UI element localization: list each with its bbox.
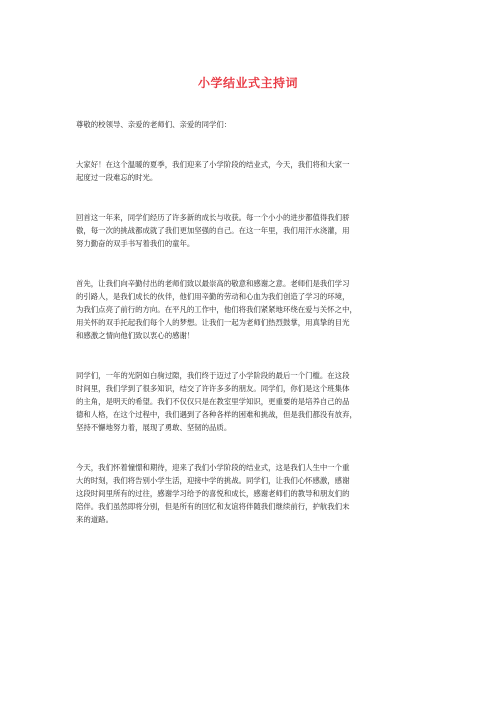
paragraph-line: 今天，我们怀着憧憬和期待，迎来了我们小学阶段的结业式，这是我们人生中一个重 xyxy=(76,463,350,472)
greeting-line: 尊敬的校领导、亲爱的老师们、亲爱的同学们： xyxy=(76,120,232,129)
paragraph-line: 回首这一年来，同学们经历了许多新的成长与收获。每一个小小的进步都值得我们骄 xyxy=(76,213,350,222)
paragraph-line: 大家好！在这个温暖的夏季，我们迎来了小学阶段的结业式，今天，我们将和大家一 xyxy=(76,160,350,169)
greeting-paragraph xyxy=(76,118,436,131)
paragraph-line: 和感激之情向他们致以衷心的感谢！ xyxy=(76,331,195,340)
paragraph-line: 同学们，一年的光阴如白驹过隙，我们终于迈过了小学阶段的最后一个门槛。在这段 xyxy=(76,371,350,380)
paragraph-1 xyxy=(76,158,436,184)
paragraph-line: 来的道路。 xyxy=(76,515,113,524)
paragraph-line: 起度过一段难忘的时光。 xyxy=(76,173,158,182)
paragraph-line: 傲，每一次的挑战都成就了我们更加坚强的自己。在这一年里，我们用汗水浇灌，用 xyxy=(76,226,350,235)
paragraph-line: 大的时刻，我们将告别小学生活，迎接中学的挑战。同学们，让我们心怀感激，感谢 xyxy=(76,476,350,485)
paragraph-line: 陪伴。我们虽然即将分别，但是所有的回忆和友谊将伴随我们继续前行，护航我们未 xyxy=(76,502,350,511)
paragraph-line: 努力勤奋的双手书写着我们的童年。 xyxy=(76,239,195,248)
paragraph-line: 首先，让我们向辛勤付出的老师们致以最崇高的敬意和感谢之意。老师们是我们学习 xyxy=(76,279,350,288)
paragraph-line: 坚持不懈地努力着，展现了勇敢、坚韧的品质。 xyxy=(76,423,232,432)
paragraph-line: 为我们点亮了前行的方向。在平凡的工作中，他们将我们紧紧地环绕在爱与关怀之中， xyxy=(76,305,357,314)
document-title: 小学结业式主持词 xyxy=(197,76,298,90)
paragraph-4 xyxy=(76,369,436,434)
paragraph-5 xyxy=(76,461,436,526)
paragraph-line: 时间里，我们学到了很多知识，结交了许许多多的朋友。同学们，你们是这个班集体 xyxy=(76,384,350,393)
paragraph-2 xyxy=(76,211,436,250)
paragraph-line: 德和人格，在这个过程中，我们遇到了各种各样的困难和挑战，但是我们都没有放弃， xyxy=(76,410,357,419)
document-body xyxy=(76,118,436,526)
paragraph-line: 的引路人，是我们成长的伙伴，他们用辛勤的劳动和心血为我们创造了学习的环境， xyxy=(76,292,350,301)
paragraph-line: 用关怀的双手托起我们每个人的梦想。让我们一起为老师们热烈鼓掌，用真挚的目光 xyxy=(76,318,350,327)
paragraph-line: 的主角，是明天的希望。我们不仅仅只是在教室里学知识，更重要的是培养自己的品 xyxy=(76,397,350,406)
paragraph-3 xyxy=(76,277,436,342)
paragraph-line: 这段时间里所有的过往，感谢学习给予的喜悦和成长，感谢老师们的教导和朋友们的 xyxy=(76,489,350,498)
